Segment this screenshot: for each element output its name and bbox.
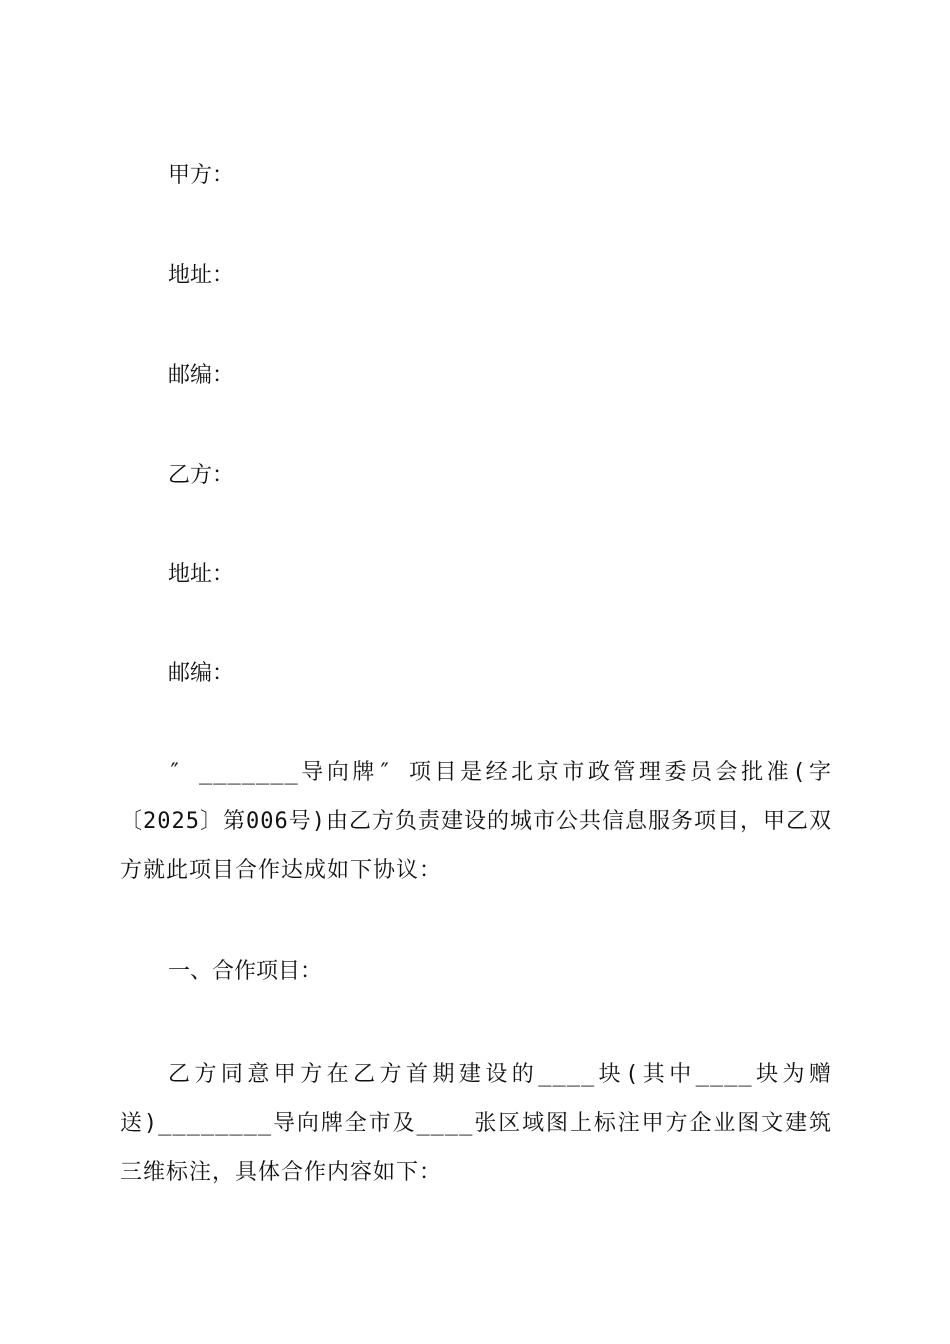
intro-paragraph: ″ _______导向牌″ 项目是经北京市政管理委员会批准(字〔2025〕第006号)由乙方负责建设的城市公共信息服务项目，甲乙双方就此项目合作达成如下协议： — [120, 760, 832, 883]
party-b-postcode-label: 邮编： — [168, 661, 235, 686]
party-a-address-label: 地址： — [168, 263, 235, 288]
section-1-heading: 一、合作项目： — [168, 959, 323, 984]
party-b-address-label: 地址： — [168, 562, 235, 587]
section-1-body: 乙方同意甲方在乙方首期建设的____块(其中____块为赠送)________导向牌全市及____张区域图上标注甲方企业图文建筑三维标注，具体合作内容如下： — [120, 1062, 832, 1185]
party-a-postcode-label: 邮编： — [168, 363, 235, 388]
party-b-label: 乙方： — [168, 463, 235, 488]
party-a-label: 甲方： — [168, 163, 235, 188]
